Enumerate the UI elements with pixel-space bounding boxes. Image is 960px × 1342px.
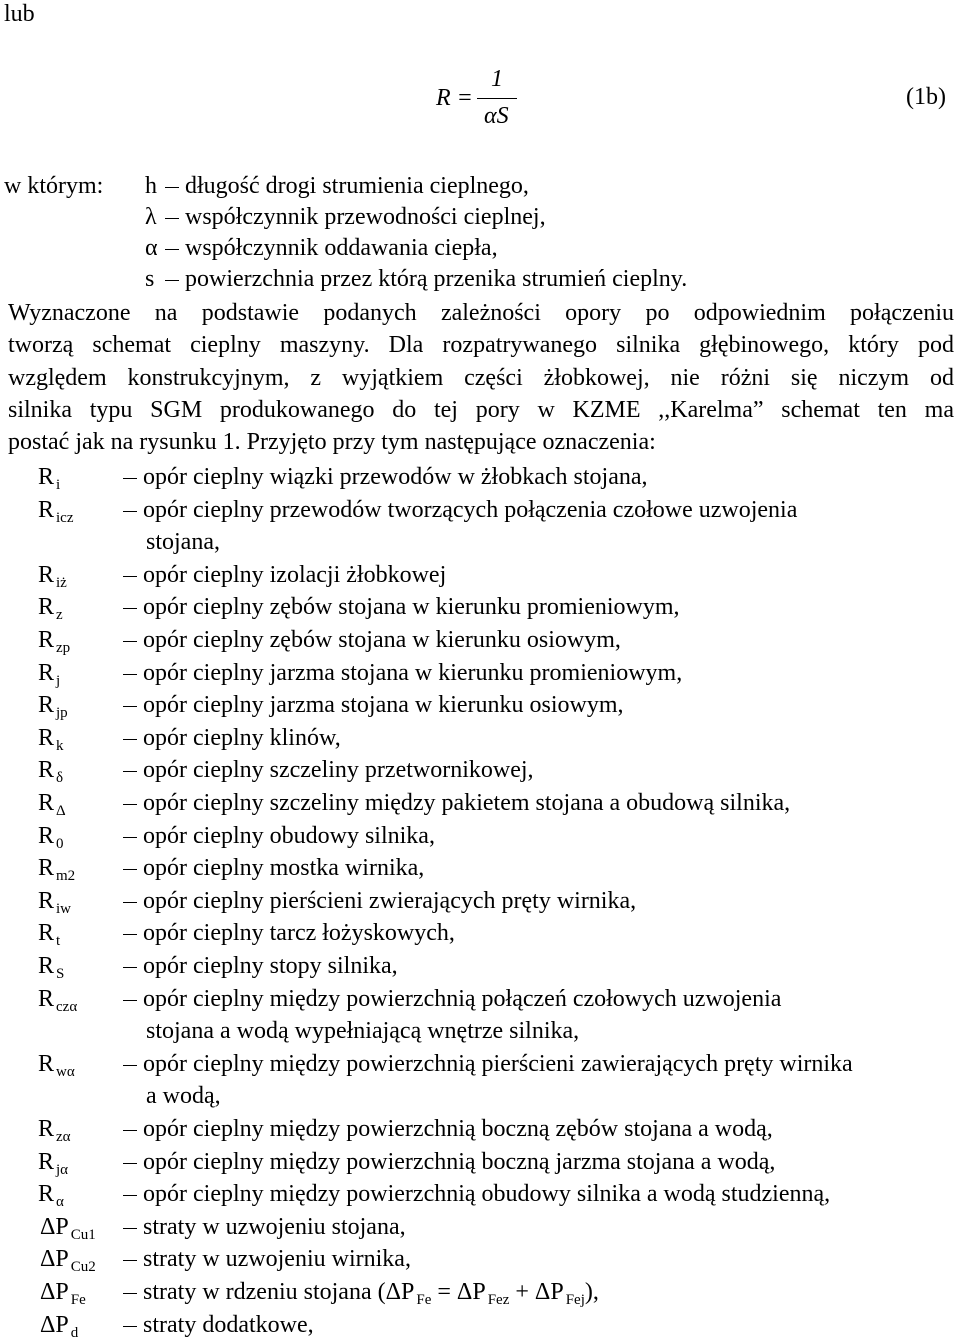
symbol-description-text: straty dodatkowe,: [143, 1312, 314, 1338]
symbol-base: R: [38, 594, 55, 620]
symbol-description: [123, 985, 781, 1013]
symbol-label: [38, 887, 71, 918]
symbol-subscript: czα: [56, 999, 78, 1015]
formula-numerator: 1: [491, 66, 503, 92]
symbol-base: R: [38, 627, 55, 653]
symbol-label: [40, 1213, 96, 1244]
dash: [123, 837, 137, 838]
symbol-label: [38, 593, 63, 624]
symbol-subscript: S: [56, 966, 65, 982]
symbol-description: [123, 659, 682, 687]
dash: [123, 804, 137, 805]
symbol-description-text: opór cieplny między powierzchnią pierścieni zawierających pręty wirnika: [143, 1051, 853, 1077]
paragraph-last-line: postać jak na rysunku 1. Przyjęto przy tym następujące oznaczenia:: [8, 429, 656, 455]
symbol-description: [123, 952, 398, 980]
symbol-description: [123, 1148, 775, 1176]
formula-subscript: Fez: [487, 1292, 510, 1308]
symbol-subscript: j: [56, 673, 61, 689]
symbol-description-text: opór cieplny między powierzchnią boczną zębów stojana a wodą,: [143, 1116, 773, 1142]
symbol-base: R: [38, 497, 55, 523]
symbol-description-text: opór cieplny tarcz łożyskowych,: [143, 920, 455, 946]
symbol-subscript: δ: [56, 770, 64, 786]
symbol-base: R: [38, 757, 55, 783]
symbol-base: ΔP: [40, 1279, 69, 1305]
symbol-base: R: [38, 986, 55, 1012]
where-definition: [165, 203, 546, 231]
paragraph-line: Wyznaczone na podstawie podanych zależności opory po odpowiednim połączeniu: [8, 300, 954, 326]
dash: [123, 1130, 137, 1131]
dash: [123, 869, 137, 870]
symbol-base: R: [38, 464, 55, 490]
symbol-base: R: [38, 725, 55, 751]
dash: [165, 218, 179, 219]
symbol-description-text: opór cieplny izolacji żłobkowej: [143, 562, 447, 588]
symbol-subscript: d: [70, 1325, 79, 1341]
where-intro: w którym:: [4, 173, 104, 199]
symbol-base: R: [38, 1051, 55, 1077]
symbol-description: [123, 887, 636, 915]
dash: [123, 1260, 137, 1261]
symbol-base: R: [38, 888, 55, 914]
dash: [123, 478, 137, 479]
symbol-label: [38, 822, 64, 853]
where-definition: [165, 172, 529, 200]
where-symbol: λ: [145, 204, 157, 230]
where-definition: [165, 265, 687, 293]
where-definition-text: długość drogi strumienia cieplnego,: [185, 173, 529, 199]
symbol-label: [38, 952, 64, 983]
symbol-base: R: [38, 1149, 55, 1175]
symbol-label: [38, 854, 75, 885]
dash: [123, 1065, 137, 1066]
symbol-description-text: opór cieplny zębów stojana w kierunku osiowym,: [143, 627, 621, 653]
symbol-label: [40, 1278, 86, 1309]
symbol-base: R: [38, 562, 55, 588]
symbol-label: [38, 985, 77, 1016]
symbol-description: [123, 724, 341, 752]
symbol-description-text: opór cieplny między powierzchnią obudowy silnika a wodą studzienną,: [143, 1181, 831, 1207]
symbol-label: [38, 463, 60, 494]
symbol-description-text: straty w uzwojeniu stojana,: [143, 1214, 406, 1240]
where-definition-text: współczynnik oddawania ciepła,: [185, 235, 498, 261]
where-definition-text: współczynnik przewodności cieplnej,: [185, 204, 546, 230]
dash: [165, 280, 179, 281]
symbol-subscript: Cu1: [70, 1227, 96, 1243]
symbol-base: R: [38, 1116, 55, 1142]
symbol-subscript: z: [56, 607, 63, 623]
fraction-bar: [477, 98, 517, 99]
symbol-description: [123, 691, 624, 719]
dash: [123, 511, 137, 512]
formula-text: = ΔP: [431, 1279, 486, 1305]
symbol-label: [40, 1311, 78, 1342]
symbol-description-text: opór cieplny pierścieni zwierających pręty wirnika,: [143, 888, 637, 914]
symbol-subscript: jα: [56, 1162, 69, 1178]
symbol-description-text: opór cieplny między powierzchnią boczną jarzma stojana a wodą,: [143, 1149, 776, 1175]
symbol-description: a wodą,: [146, 1083, 221, 1109]
symbol-subscript: icz: [56, 510, 74, 526]
symbol-label: [38, 1115, 71, 1146]
symbol-label: [38, 659, 60, 690]
symbol-label: [38, 496, 74, 527]
symbol-base: R: [38, 660, 55, 686]
symbol-base: R: [38, 790, 55, 816]
symbol-description-text: opór cieplny obudowy silnika,: [143, 823, 435, 849]
formula-subscript: Fe: [416, 1292, 432, 1308]
symbol-description-text: opór cieplny jarzma stojana w kierunku promieniowym,: [143, 660, 683, 686]
symbol-base: R: [38, 1181, 55, 1207]
symbol-subscript: Fe: [70, 1292, 86, 1308]
symbol-description-text: straty w uzwojeniu wirnika,: [143, 1246, 411, 1272]
symbol-label: [38, 724, 64, 755]
symbol-description-text: straty w rdzeniu stojana (ΔP: [143, 1279, 415, 1305]
symbol-description: [123, 626, 621, 654]
symbol-subscript: Δ: [56, 803, 66, 819]
symbol-subscript: i: [56, 477, 61, 493]
symbol-description-text: opór cieplny jarzma stojana w kierunku osiowym,: [143, 692, 624, 718]
symbol-label: [38, 919, 60, 950]
symbol-label: [38, 561, 67, 592]
symbol-subscript: t: [56, 933, 61, 949]
symbol-description: [123, 756, 534, 784]
symbol-description-text: opór cieplny zębów stojana w kierunku promieniowym,: [143, 594, 680, 620]
symbol-label: [38, 626, 70, 657]
symbol-subscript: iw: [56, 901, 72, 917]
symbol-subscript: 0: [56, 836, 64, 852]
symbol-description-text: opór cieplny szczeliny przetwornikowej,: [143, 757, 534, 783]
symbol-description: stojana a wodą wypełniającą wnętrze silnika,: [146, 1018, 580, 1044]
paragraph-line: względem konstrukcyjnym, z wyjątkiem części żłobkowej, nie różni się niczym od: [8, 365, 954, 391]
where-definition: [165, 234, 498, 262]
symbol-description: [123, 1245, 411, 1273]
symbol-label: [38, 789, 66, 820]
formula-denominator: αS: [484, 103, 509, 129]
where-definition-text: powierzchnia przez którą przenika strumień cieplny.: [185, 266, 688, 292]
dash: [123, 1195, 137, 1196]
dash: [123, 674, 137, 675]
symbol-description: [123, 1180, 830, 1208]
dash: [123, 967, 137, 968]
formula-text: ),: [584, 1279, 599, 1305]
symbol-base: ΔP: [40, 1246, 69, 1272]
dash: [123, 902, 137, 903]
dash: [123, 1293, 137, 1294]
symbol-subscript: wα: [56, 1064, 75, 1080]
symbol-description-text: opór cieplny klinów,: [143, 725, 341, 751]
symbol-subscript: k: [56, 738, 64, 754]
symbol-description: [123, 463, 648, 491]
dash: [123, 608, 137, 609]
header-word: lub: [4, 1, 35, 27]
dash: [123, 739, 137, 740]
symbol-description-text: opór cieplny szczeliny między pakietem stojana a obudową silnika,: [143, 790, 791, 816]
symbol-description-text: opór cieplny mostka wirnika,: [143, 855, 425, 881]
dash: [165, 187, 179, 188]
equation-number: (1b): [906, 84, 946, 110]
symbol-description: [123, 1213, 406, 1241]
symbol-description: [123, 919, 455, 947]
symbol-description: [123, 822, 435, 850]
dash: [165, 249, 179, 250]
where-symbol: s: [145, 266, 155, 292]
symbol-description: stojana,: [146, 529, 220, 555]
symbol-subscript: jp: [56, 705, 68, 721]
symbol-base: R: [38, 953, 55, 979]
symbol-label: [38, 691, 68, 722]
symbol-description: [123, 1311, 314, 1339]
symbol-subscript: α: [56, 1194, 64, 1210]
dash: [123, 1228, 137, 1229]
dash: [123, 1163, 137, 1164]
where-symbol: α: [145, 235, 158, 261]
symbol-description: [123, 1115, 773, 1143]
symbol-description: [123, 561, 446, 589]
dash: [123, 934, 137, 935]
symbol-description: [123, 789, 790, 817]
formula-lhs: R =: [436, 85, 473, 111]
symbol-base: ΔP: [40, 1312, 69, 1338]
symbol-description-text: opór cieplny między powierzchnią połączeń czołowych uzwojenia: [143, 986, 782, 1012]
formula-subscript: Fej: [565, 1292, 585, 1308]
symbol-description: [123, 496, 797, 524]
dash: [123, 576, 137, 577]
symbol-subscript: m2: [56, 868, 76, 884]
paragraph-line: silnika typu SGM produkowanego do tej pory w KZME ,,Karelma” schemat ten ma: [8, 397, 954, 423]
symbol-label: [38, 1050, 75, 1081]
symbol-subscript: zp: [56, 640, 71, 656]
symbol-description-text: opór cieplny stopy silnika,: [143, 953, 398, 979]
symbol-description: [123, 593, 680, 621]
symbol-description-text: opór cieplny przewodów tworzących połączenia czołowe uzwojenia: [143, 497, 798, 523]
symbol-subscript: zα: [56, 1129, 71, 1145]
symbol-subscript: Cu2: [70, 1259, 96, 1275]
formula-text: + ΔP: [509, 1279, 564, 1305]
symbol-description-text: opór cieplny wiązki przewodów w żłobkach stojana,: [143, 464, 648, 490]
symbol-subscript: iż: [56, 575, 67, 591]
symbol-base: R: [38, 692, 55, 718]
symbol-label: [38, 1148, 68, 1179]
dash: [123, 706, 137, 707]
symbol-description: [123, 1050, 853, 1078]
symbol-label: [38, 1180, 64, 1211]
dash: [123, 1326, 137, 1327]
symbol-base: R: [38, 855, 55, 881]
symbol-description: [123, 854, 424, 882]
dash: [123, 1000, 137, 1001]
where-symbol: h: [145, 173, 157, 199]
symbol-base: R: [38, 823, 55, 849]
symbol-label: [38, 756, 63, 787]
symbol-base: ΔP: [40, 1214, 69, 1240]
symbol-base: R: [38, 920, 55, 946]
dash: [123, 771, 137, 772]
symbol-description: [123, 1278, 599, 1309]
paragraph-line: tworzą schemat cieplny maszyny. Dla rozpatrywanego silnika głębinowego, który pod: [8, 332, 954, 358]
dash: [123, 641, 137, 642]
symbol-label: [40, 1245, 96, 1276]
